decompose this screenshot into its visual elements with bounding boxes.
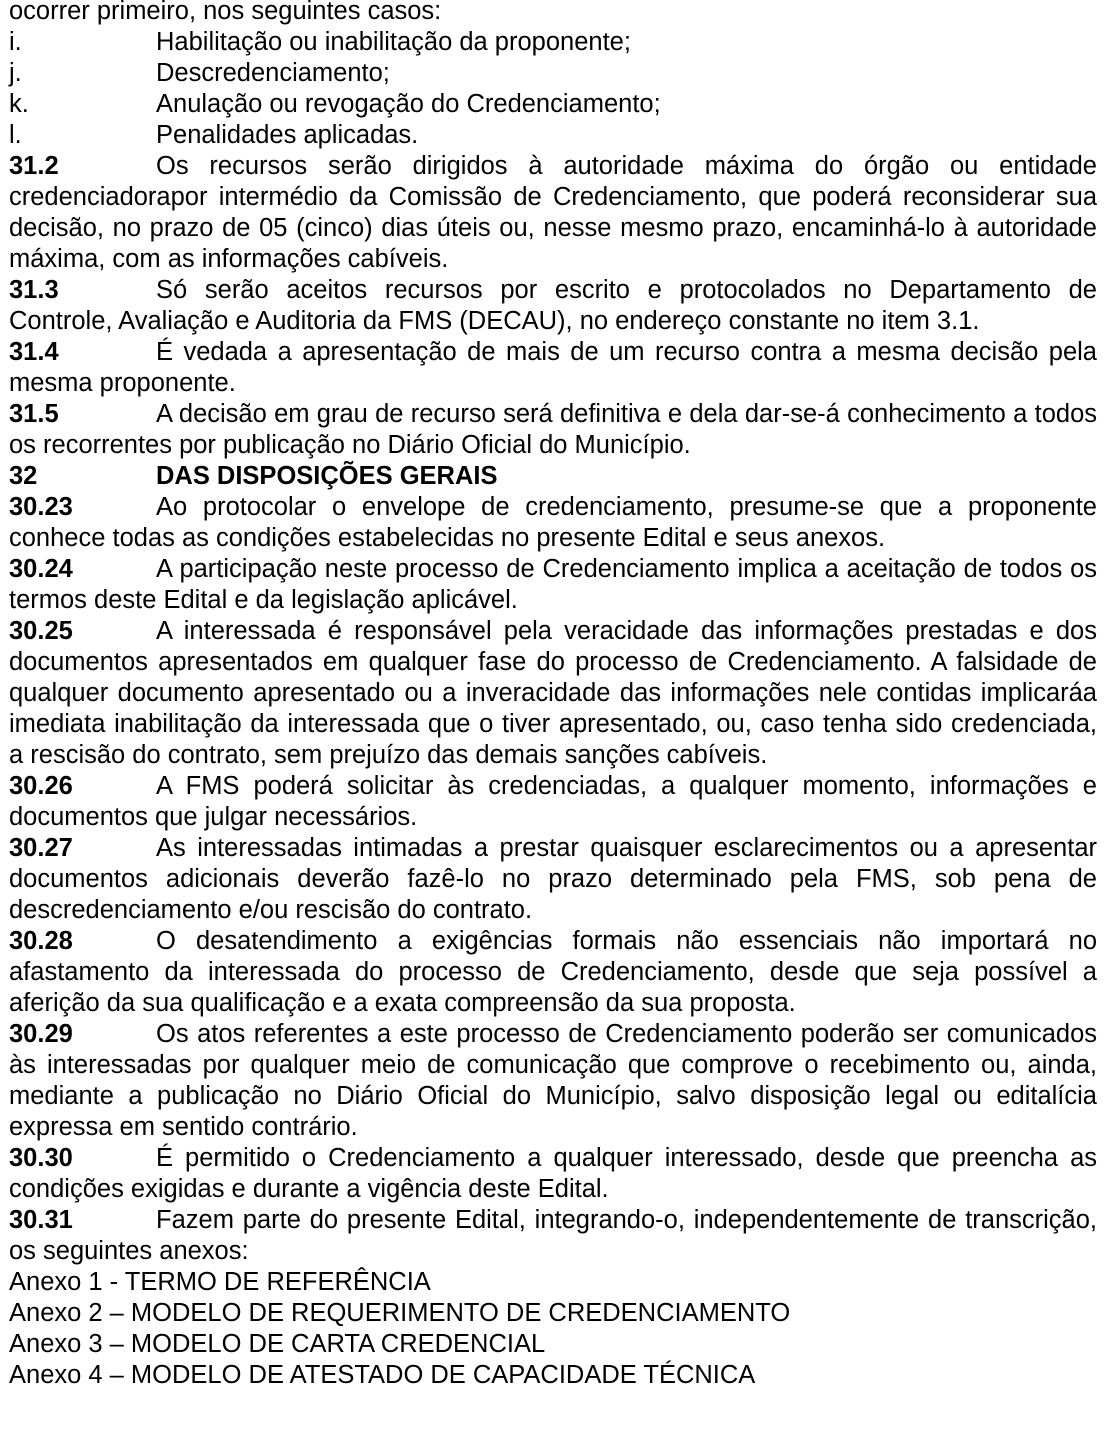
clause-number: 30.25 xyxy=(9,617,73,645)
clause-text: É vedada a apresentação de mais de um recurso contra a mesma decisão pela mesma proponente. xyxy=(9,338,1097,397)
list-item xyxy=(9,27,1097,58)
clause-text: Os recursos serão dirigidos à autoridade máxima do órgão ou entidade credenciadorapor intermédio da Comissão de Credenciamento, que poderá reconsiderar sua decisão, no prazo de 05 (cinco) dias úteis ou, nesse mesmo prazo, encaminhá-lo à autoridade máxima, com as informações cabíveis. xyxy=(9,152,1097,273)
clause-number: 30.30 xyxy=(9,1144,73,1172)
clause-number: 30.23 xyxy=(9,493,73,521)
clause-number: 31.5 xyxy=(9,400,59,428)
intro-line: ocorrer primeiro, nos seguintes casos: xyxy=(9,0,442,25)
heading-number: 32 xyxy=(9,462,38,490)
list-text: Descredenciamento; xyxy=(156,59,390,87)
list-marker: l. xyxy=(9,121,22,149)
clause-text: Só serão aceitos recursos por escrito e protocolados no Departamento de Controle, Avaliação e Auditoria da FMS (DECAU), no endereço constante no item 3.1. xyxy=(9,276,1097,335)
clause-number: 30.31 xyxy=(9,1206,73,1234)
clause-number: 31.4 xyxy=(9,338,59,366)
clause-31-5 xyxy=(9,399,1097,461)
list-item xyxy=(9,120,1097,151)
clause-text: Ao protocolar o envelope de credenciamento, presume-se que a proponente conhece todas as condições estabelecidas no presente Edital e seus anexos. xyxy=(9,493,1097,552)
list-item xyxy=(9,89,1097,120)
clause-text: A FMS poderá solicitar às credenciadas, a qualquer momento, informações e documentos que julgar necessários. xyxy=(9,772,1097,831)
clause-30-27 xyxy=(9,833,1097,926)
clause-30-23 xyxy=(9,492,1097,554)
clause-30-28 xyxy=(9,926,1097,1019)
list-marker: j. xyxy=(9,59,22,87)
annex-item: Anexo 1 - TERMO DE REFERÊNCIA xyxy=(9,1268,431,1296)
clause-text: É permitido o Credenciamento a qualquer interessado, desde que preencha as condições exigidas e durante a vigência deste Edital. xyxy=(9,1144,1097,1203)
clause-text: As interessadas intimadas a prestar quaisquer esclarecimentos ou a apresentar documentos adicionais deverão fazê-lo no prazo determinado pela FMS, sob pena de descredenciamento e/ou rescisão do contrato. xyxy=(9,834,1097,924)
clause-30-25 xyxy=(9,616,1097,771)
annex-list xyxy=(9,1267,1097,1391)
clause-31-4 xyxy=(9,337,1097,399)
clause-30-29 xyxy=(9,1019,1097,1143)
clause-text: A interessada é responsável pela veracidade das informações prestadas e dos documentos apresentados em qualquer fase do processo de Credenciamento. A falsidade de qualquer documento apresentado ou a inveracidade das informações nele contidas implicaráa imediata inabilitação da interessada que o tiver apresentado, ou, caso tenha sido credenciada, a rescisão do contrato, sem prejuízo das demais sanções cabíveis. xyxy=(9,617,1097,769)
clause-30-30 xyxy=(9,1143,1097,1205)
clause-number: 30.28 xyxy=(9,927,73,955)
clause-number: 30.24 xyxy=(9,555,73,583)
list-text: Habilitação ou inabilitação da proponente; xyxy=(156,28,631,56)
list-item xyxy=(9,58,1097,89)
clause-text: O desatendimento a exigências formais não essenciais não importará no afastamento da interessada do processo de Credenciamento, desde que seja possível a aferição da sua qualificação e a exata compreensão da sua proposta. xyxy=(9,927,1097,1017)
clause-text: Os atos referentes a este processo de Credenciamento poderão ser comunicados às interessadas por qualquer meio de comunicação que comprove o recebimento ou, ainda, mediante a publicação no Diário Oficial do Município, salvo disposição legal ou editalícia expressa em sentido contrário. xyxy=(9,1020,1097,1141)
clause-30-24 xyxy=(9,554,1097,616)
clause-30-31 xyxy=(9,1205,1097,1267)
clause-number: 30.27 xyxy=(9,834,73,862)
clause-number: 31.3 xyxy=(9,276,59,304)
list-marker: k. xyxy=(9,90,29,118)
heading-title: DAS DISPOSIÇÕES GERAIS xyxy=(156,462,498,490)
section-heading xyxy=(9,461,1097,492)
list-text: Penalidades aplicadas. xyxy=(156,121,419,149)
list-text: Anulação ou revogação do Credenciamento; xyxy=(156,90,661,118)
clause-31-2 xyxy=(9,151,1097,275)
annex-item: Anexo 4 – MODELO DE ATESTADO DE CAPACIDADE TÉCNICA xyxy=(9,1361,756,1389)
clause-number: 31.2 xyxy=(9,152,59,180)
clause-text: A participação neste processo de Credenciamento implica a aceitação de todos os termos deste Edital e da legislação aplicável. xyxy=(9,555,1097,614)
clause-number: 30.29 xyxy=(9,1020,73,1048)
clause-31-3 xyxy=(9,275,1097,337)
item-list xyxy=(9,27,1097,151)
clause-number: 30.26 xyxy=(9,772,73,800)
annex-item: Anexo 3 – MODELO DE CARTA CREDENCIAL xyxy=(9,1330,546,1358)
clause-text: Fazem parte do presente Edital, integrando-o, independentemente de transcrição, os seguintes anexos: xyxy=(9,1206,1097,1265)
list-marker: i. xyxy=(9,28,22,56)
clause-30-26 xyxy=(9,771,1097,833)
clause-text: A decisão em grau de recurso será definitiva e dela dar-se-á conhecimento a todos os recorrentes por publicação no Diário Oficial do Município. xyxy=(9,400,1097,459)
annex-item: Anexo 2 – MODELO DE REQUERIMENTO DE CREDENCIAMENTO xyxy=(9,1299,791,1327)
